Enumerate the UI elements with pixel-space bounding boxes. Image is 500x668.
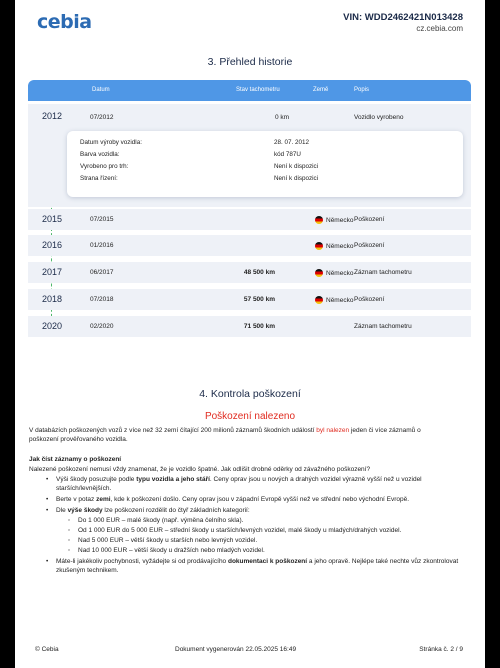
row-year: 2018 (42, 294, 63, 304)
row-year: 2017 (42, 267, 63, 277)
cebia-logo: cebia (37, 11, 92, 33)
row-odometer: 48 500 km (243, 269, 275, 276)
row-country: Německo (315, 242, 353, 250)
detail-key: Strana řízení: (80, 175, 118, 182)
row-description: Vozidlo vyrobeno (354, 114, 404, 121)
row-date: 07/2018 (90, 296, 114, 303)
row-date: 06/2017 (90, 269, 114, 276)
damage-section-title: 4. Kontrola poškození (199, 388, 301, 400)
detail-value: Není k dispozici (274, 163, 319, 170)
footer-generated: Dokument vygenerován 22.05.2025 16:49 (175, 646, 297, 653)
vehicle-detail-card (67, 131, 463, 197)
history-row-2020 (28, 316, 471, 337)
row-description: Poškození (354, 242, 385, 249)
col-date: Datum (92, 87, 110, 93)
col-country: Země (313, 87, 329, 93)
footer-page-number: Stránka č. 2 / 9 (419, 646, 463, 653)
history-table-header (28, 80, 471, 101)
germany-flag-icon (315, 296, 323, 304)
site-link[interactable]: cz.cebia.com (416, 24, 463, 33)
bullet-damage-amount: • Dle výše škody lze poškození rozdělit do čtyř základních kategorií: (56, 506, 472, 515)
history-section-title: 3. Přehled historie (207, 56, 293, 68)
row-description: Poškození (354, 216, 385, 223)
row-year: 2016 (42, 240, 63, 250)
row-description: Poškození (354, 296, 385, 303)
detail-key: Vyrobeno pro trh: (80, 163, 129, 170)
germany-flag-icon (315, 269, 323, 277)
history-row-2012 (28, 104, 471, 207)
bullet-documentation: • Máte-li jakékoliv pochybnosti, vyžádejte si od prodávajícího dokumentaci k poškození a jeho opravě. Nejlépe také nechte vůz zkontrolovat zkušeným technikem. (56, 557, 472, 575)
category-item: ◦ Od 1 000 EUR do 5 000 EUR – střední škody u starších/levných vozidel, malé škody u mladých/drahých vozidel. (78, 526, 401, 535)
row-description: Záznam tachometru (354, 269, 412, 276)
germany-flag-icon (315, 242, 323, 250)
row-year: 2020 (42, 321, 63, 331)
report-page (15, 0, 485, 668)
damage-intro: V databázích poškozených vozů z více než 32 zemí čítající 200 milionů záznamů škodních událostí byl nalezen jeden či více záznamů o poškození prověřovaného vozidla. (29, 427, 421, 443)
row-description: Záznam tachometru (354, 323, 412, 330)
category-item: ◦ Nad 10 000 EUR – větší škody u dražších nebo mladých vozidel. (78, 546, 265, 555)
detail-value: kód 787U (274, 151, 301, 158)
row-country: Německo (315, 296, 353, 304)
category-item: ◦ Nad 5 000 EUR – větší škody u starších nebo levných vozidel. (78, 536, 257, 545)
history-row-2018 (28, 289, 471, 310)
col-description: Popis (354, 87, 370, 93)
col-odometer: Stav tachometru (236, 87, 280, 93)
row-year: 2012 (42, 111, 63, 121)
detail-key: Datum výroby vozidla: (80, 139, 142, 146)
history-row-2015 (28, 209, 471, 230)
detail-value: 28. 07. 2012 (274, 139, 310, 146)
row-country: Německo (315, 269, 353, 277)
category-item: ◦ Do 1 000 EUR – malé škody (např. výměna čelního skla). (78, 516, 243, 525)
row-date: 07/2012 (90, 114, 114, 121)
detail-value: Není k dispozici (274, 175, 319, 182)
how-to-read-title: Jak číst záznamy o poškození (29, 456, 122, 463)
row-date: 07/2015 (90, 216, 114, 223)
row-country: Německo (315, 216, 353, 224)
damage-status: Poškození nalezeno (204, 411, 296, 422)
vin-block (343, 12, 463, 33)
row-odometer: 0 km (275, 114, 290, 121)
row-odometer: 71 500 km (243, 323, 275, 330)
history-row-2016 (28, 235, 471, 256)
row-year: 2015 (42, 214, 63, 224)
row-date: 01/2016 (90, 242, 114, 249)
row-odometer: 57 500 km (243, 296, 275, 303)
vin-number: VIN: WDD2462421N013428 (343, 12, 463, 23)
row-date: 02/2020 (90, 323, 114, 330)
footer-copyright: © Cebia (35, 646, 59, 653)
how-to-read-text: Nalezené poškození nemusí vždy znamenat, že je vozidlo špatné. Jak odlišit drobné oděrky od závažného poškození? (29, 466, 371, 473)
history-row-2017 (28, 262, 471, 283)
detail-key: Barva vozidla: (80, 151, 120, 158)
bullet-vehicle-type: • Výši škody posuzujte podle typu vozidla a jeho stáří. Ceny oprav jsou u nových a drahých vozidel výrazně vyšší než u vozidel starších/levnějších. (56, 475, 472, 493)
germany-flag-icon (315, 216, 323, 224)
bullet-country: • Berte v potaz zemi, kde k poškození došlo. Ceny oprav jsou v západní Evropě vyšší než ve střední nebo východní Evropě. (56, 495, 472, 504)
